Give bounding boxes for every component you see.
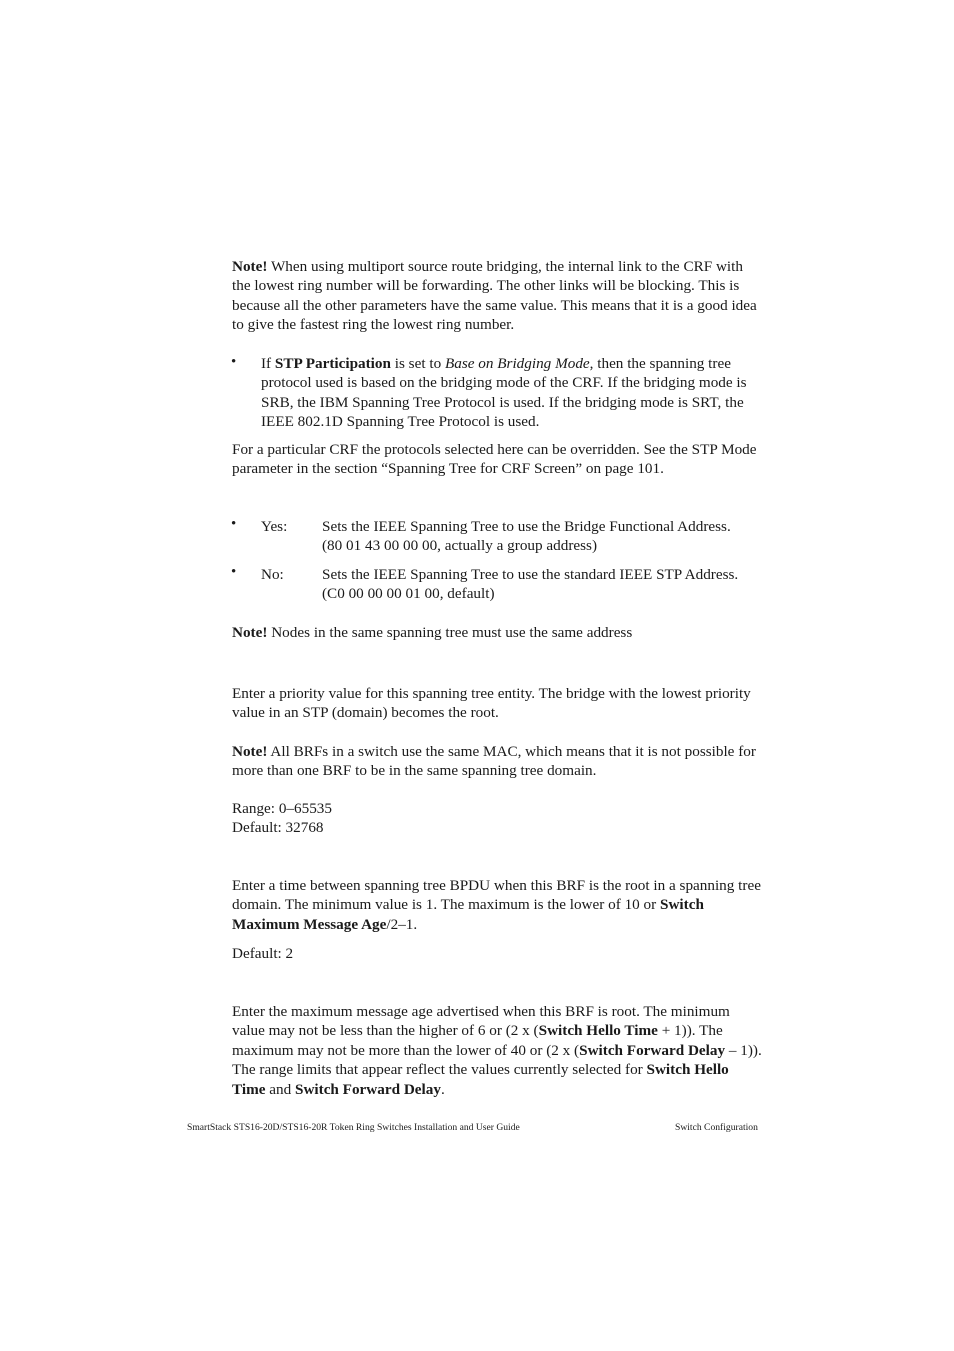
bridging-mode-term: Base on Bridging Mode <box>444 355 590 372</box>
priority-paragraph: Enter a priority value for this spanning tree entity. The bridge with the lowest priority value in an STP (domain) becomes the root. <box>232 685 751 722</box>
max-age-text: and <box>265 1080 295 1098</box>
footer-section: Switch Configuration <box>675 1122 758 1133</box>
note-text: When using multiport source route bridging, the internal link to the CRF with the lowest ring number will be forwarding. The other links will be blocking. This is because all the other parameters have the same value. This means that it is a good idea to give the fastest ring the lowest ring number. <box>232 258 757 334</box>
note-text: All BRFs in a switch use the same MAC, which means that it is not possible for more than one BRF to be in the same spanning tree domain. <box>232 743 756 780</box>
note-label: Note! <box>232 258 268 275</box>
note-label: Note! <box>232 624 268 641</box>
option-no-label: No: <box>261 566 284 583</box>
bullet-text-prefix: If <box>261 355 275 372</box>
priority-range: Range: 0–65535 <box>232 800 332 817</box>
note-text: Nodes in the same spanning tree must use the same address <box>267 624 633 641</box>
note-paragraph <box>232 623 762 642</box>
max-age-text: Enter the maximum message age advertised when this BRF is root. The minimum value may not be less than the higher of 6 or (2 x ( <box>232 1003 730 1040</box>
stp-participation-bullet <box>261 354 761 432</box>
option-yes-label: Yes: <box>261 518 288 535</box>
bullet-marker: • <box>231 354 237 370</box>
hello-time-default: Default: 2 <box>232 945 294 962</box>
option-yes-line1: Sets the IEEE Spanning Tree to use the Bridge Functional Address. <box>322 518 731 535</box>
option-yes-line2: (80 01 43 00 00 00, actually a group address) <box>322 537 597 555</box>
option-no-line2: (C0 00 00 00 01 00, default) <box>322 585 495 603</box>
switch-hello-time-term: Switch Hello Time <box>538 1022 658 1040</box>
max-message-age-term: Switch Maximum Message Age <box>232 896 704 933</box>
hello-time-tail: /2–1. <box>386 915 418 933</box>
option-no-line1: Sets the IEEE Spanning Tree to use the standard IEEE STP Address. <box>322 566 739 583</box>
option-yes-description <box>322 517 762 556</box>
stp-participation-term: STP Participation <box>274 355 391 372</box>
switch-forward-delay-term: Switch Forward Delay <box>295 1080 441 1098</box>
note-paragraph <box>232 742 762 781</box>
bullet-text-rest: , then the spanning tree protocol used is based on the bridging mode of the CRF. If the bridging mode is SRB, the IBM Spanning Tree Protocol is used. If the bridging mode is SRT, the IEEE 802.1D Spanning Tree Protocol is used. <box>261 355 747 431</box>
priority-default: Default: 32768 <box>232 819 324 837</box>
switch-hello-time-term: Switch Hello Time <box>232 1061 729 1098</box>
max-age-paragraph <box>232 1002 762 1099</box>
switch-forward-delay-term: Switch Forward Delay <box>579 1041 726 1059</box>
bullet-text-mid: is set to <box>390 355 445 372</box>
max-age-text: . <box>440 1080 445 1098</box>
note-paragraph <box>232 257 762 335</box>
option-no-description <box>322 565 762 604</box>
override-paragraph: For a particular CRF the protocols selected here can be overridden. See the STP Mode parameter in the section “Spanning Tree for CRF Screen” on page 101. <box>232 441 757 478</box>
bullet-marker: • <box>231 516 237 532</box>
max-age-text: + 1)). The maximum may not be more than the lower of 40 or (2 x ( <box>232 1022 723 1059</box>
hello-time-paragraph <box>232 876 762 934</box>
hello-time-text: Enter a time between spanning tree BPDU when this BRF is the root in a spanning tree domain. The minimum value is 1. The maximum is the lower of 10 or <box>232 877 761 914</box>
note-label: Note! <box>232 743 268 760</box>
bullet-marker: • <box>231 564 237 580</box>
max-age-text: – 1)). The range limits that appear reflect the values currently selected for <box>232 1041 762 1079</box>
priority-range-default <box>232 799 762 838</box>
footer-title: SmartStack STS16-20D/STS16-20R Token Ring Switches Installation and User Guide <box>187 1122 520 1133</box>
